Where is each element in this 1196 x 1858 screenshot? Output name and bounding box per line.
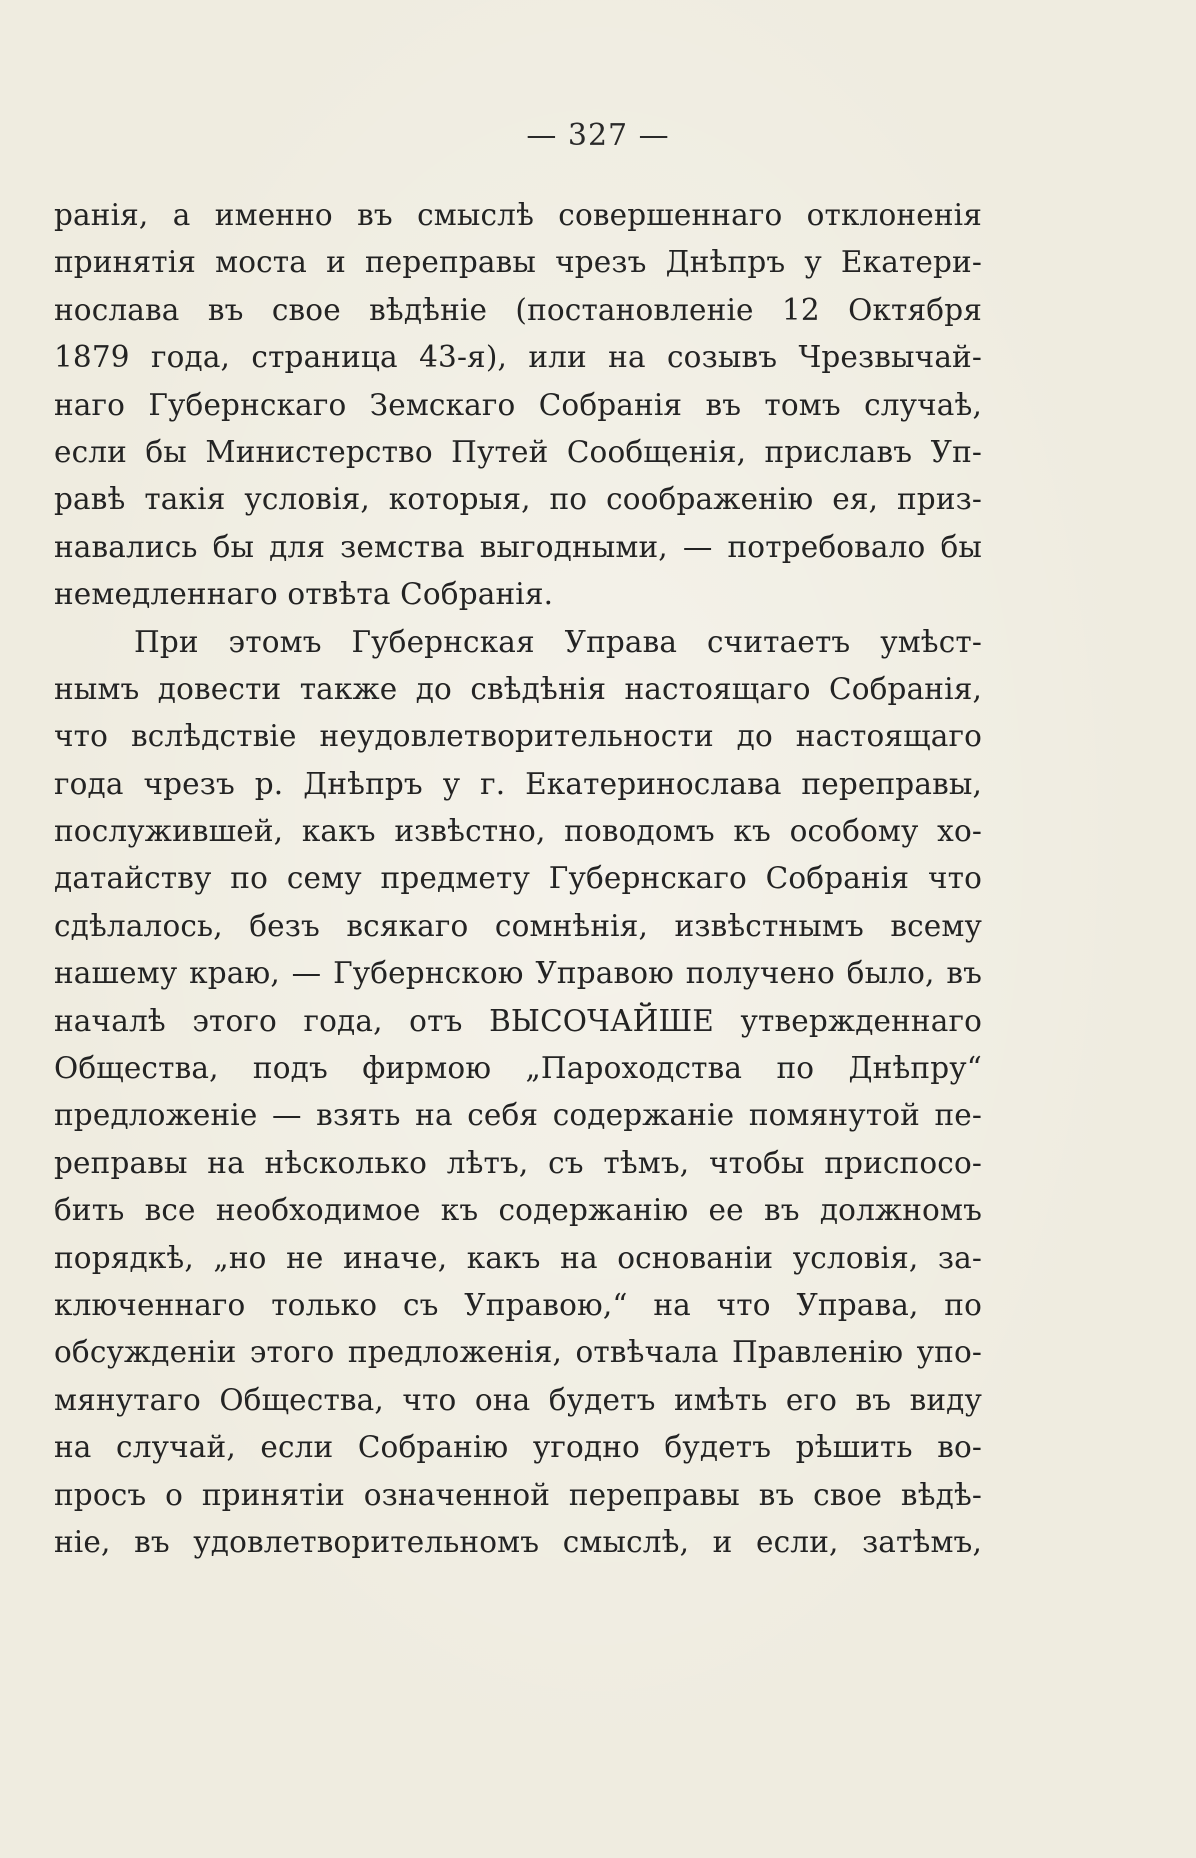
text-line: обсужденіи этого предложенія, отвѣчала Правленію упо- bbox=[54, 1335, 982, 1370]
page-number: — 327 — bbox=[526, 118, 670, 153]
text-line: принятія моста и переправы чрезъ Днѣпръ у Екатери- bbox=[54, 245, 982, 280]
text-line: При этомъ Губернская Управа считаетъ умѣст- bbox=[134, 624, 982, 659]
text-line: датайству по сему предмету Губернскаго Собранія что bbox=[54, 861, 982, 896]
text-line: 1879 года, страница 43-я), или на созывъ Чрезвычай- bbox=[54, 340, 982, 375]
text-line: послужившей, какъ извѣстно, поводомъ къ особому хо- bbox=[54, 814, 982, 849]
text-line: бить все необходимое къ содержанію ее въ должномъ bbox=[54, 1193, 982, 1228]
text-line: на случай, если Собранію угодно будетъ рѣшить во- bbox=[54, 1430, 982, 1465]
text-line: Общества, подъ фирмою „Пароходства по Днѣпру“ bbox=[54, 1051, 982, 1086]
text-line: реправы на нѣсколько лѣтъ, съ тѣмъ, чтобы приспосо- bbox=[54, 1145, 982, 1180]
text-line: сдѣлалось, безъ всякаго сомнѣнія, извѣстнымъ всему bbox=[54, 908, 982, 943]
text-line: равѣ такія условія, которыя, по соображенію ея, приз- bbox=[54, 482, 982, 517]
text-line: наго Губернскаго Земскаго Собранія въ томъ случаѣ, bbox=[54, 387, 982, 422]
text-line: что вслѣдствіе неудовлетворительности до настоящаго bbox=[54, 719, 982, 754]
text-line: года чрезъ р. Днѣпръ у г. Екатеринослава переправы, bbox=[54, 766, 982, 801]
text-line: просъ о принятіи означенной переправы въ свое вѣдѣ- bbox=[54, 1477, 982, 1512]
body-text bbox=[54, 192, 982, 1566]
text-line: ніе, въ удовлетворительномъ смыслѣ, и если, затѣмъ, bbox=[54, 1524, 982, 1559]
text-line: нослава въ свое вѣдѣніе (постановленіе 12 Октября bbox=[54, 292, 982, 327]
text-line: нымъ довести также до свѣдѣнія настоящаго Собранія, bbox=[54, 671, 982, 706]
text-line: немедленнаго отвѣта Собранія. bbox=[54, 577, 554, 612]
text-line: предложеніе — взять на себя содержаніе помянутой пе- bbox=[54, 1098, 982, 1133]
text-line: ключеннаго только съ Управою,“ на что Управа, по bbox=[54, 1287, 982, 1322]
text-line: навались бы для земства выгодными, — потребовало бы bbox=[54, 529, 982, 564]
text-line: мянутаго Общества, что она будетъ имѣть его въ виду bbox=[54, 1382, 982, 1417]
text-line: если бы Министерство Путей Сообщенія, приславъ Уп- bbox=[54, 434, 982, 469]
text-line: порядкѣ, „но не иначе, какъ на основаніи условія, за- bbox=[54, 1240, 982, 1275]
text-line: нашему краю, — Губернскою Управою получено было, въ bbox=[54, 956, 982, 991]
text-line: началѣ этого года, отъ ВЫСОЧАЙШЕ утвержденнаго bbox=[54, 1003, 982, 1038]
paragraph-2 bbox=[54, 619, 982, 1567]
paragraph-1 bbox=[54, 192, 982, 619]
text-line: ранія, а именно въ смыслѣ совершеннаго отклоненія bbox=[54, 198, 982, 232]
